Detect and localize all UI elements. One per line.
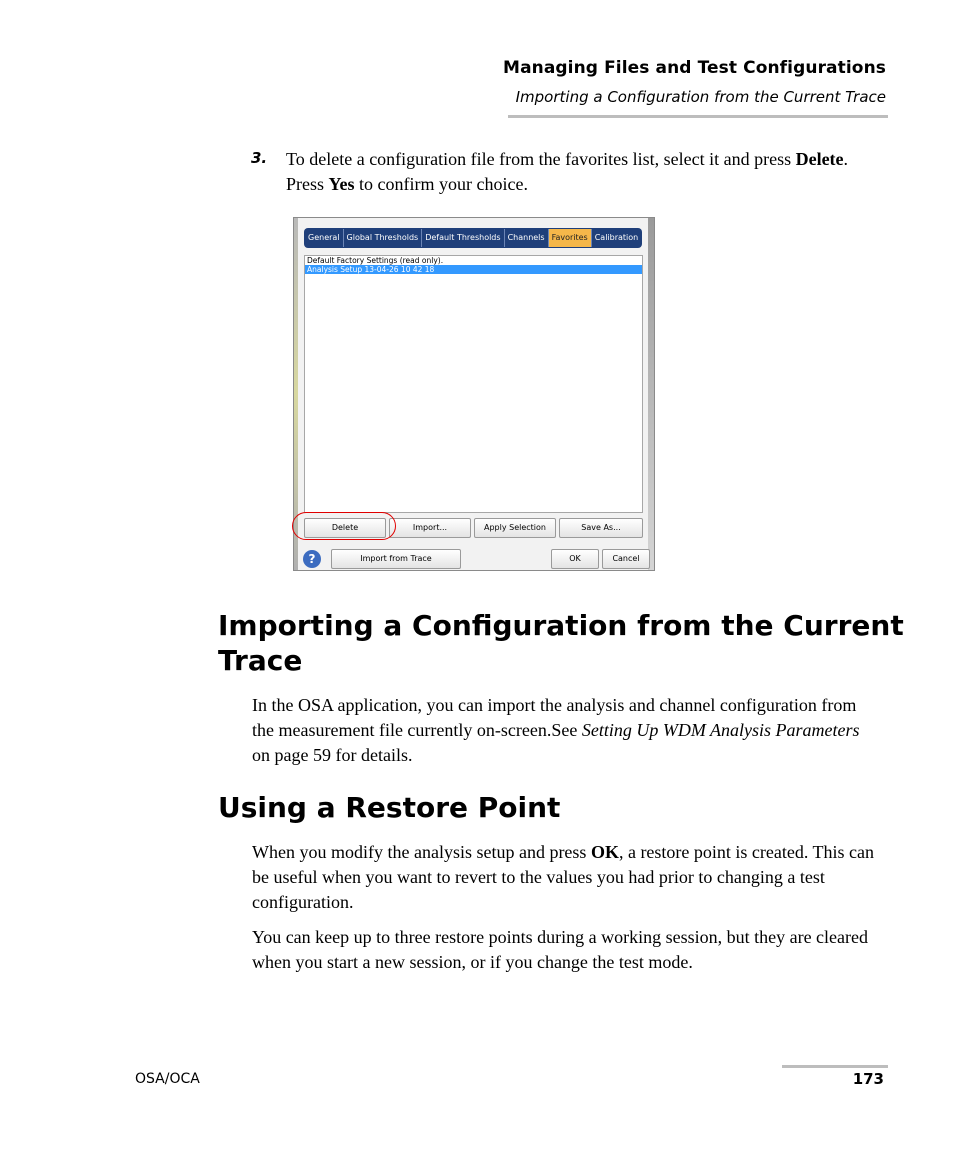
- step-number: 3.: [251, 149, 268, 167]
- cross-reference-link[interactable]: Setting Up WDM Analysis Parameters: [581, 720, 860, 740]
- section-import-paragraph: In the OSA application, you can import the analysis and channel configuration from the measurement file currently on-screen.See Setting Up WDM Analysis Parameters on page 59 for details.: [252, 695, 860, 765]
- header-rule: [508, 115, 888, 118]
- section-heading-restore: Using a Restore Point: [218, 791, 561, 824]
- step-text: To delete a configuration file from the favorites list, select it and press Delete. Press Yes to confirm your choice.: [286, 149, 849, 194]
- restore-paragraph-1: When you modify the analysis setup and press OK, a restore point is created. This can be useful when you want to revert to the values you had prior to changing a test configuration.: [252, 842, 875, 912]
- footer-rule: [782, 1065, 888, 1068]
- delete-highlight-ring: [292, 512, 396, 540]
- running-header-title: Managing Files and Test Configurations: [503, 58, 886, 78]
- save-as-button[interactable]: Save As...: [559, 518, 643, 538]
- delete-button[interactable]: Delete: [304, 518, 386, 538]
- footer-product: OSA/OCA: [135, 1071, 200, 1087]
- tab-default-thresholds[interactable]: Default Thresholds: [422, 229, 504, 247]
- apply-selection-button[interactable]: Apply Selection: [474, 518, 556, 538]
- page-number: 173: [852, 1070, 884, 1088]
- favorites-list[interactable]: [304, 255, 643, 513]
- cancel-button[interactable]: Cancel: [602, 549, 650, 569]
- window-right-edge: [648, 218, 654, 570]
- section-heading-import: Importing a Configuration from the Current Trace: [218, 609, 904, 677]
- ok-button[interactable]: OK: [551, 549, 599, 569]
- list-item[interactable]: Default Factory Settings (read only).: [307, 256, 444, 265]
- import-button[interactable]: Import...: [389, 518, 471, 538]
- tab-general[interactable]: General: [305, 229, 344, 247]
- tab-calibration[interactable]: Calibration: [594, 233, 639, 242]
- import-from-trace-button[interactable]: Import from Trace: [331, 549, 461, 569]
- tab-favorites[interactable]: Favorites: [549, 229, 592, 247]
- running-header-subtitle: Importing a Configuration from the Current Trace: [515, 88, 886, 106]
- list-item-selected[interactable]: Analysis Setup 13-04-26 10 42 18: [305, 265, 642, 274]
- tab-channels[interactable]: Channels: [505, 229, 549, 247]
- tab-global-thresholds[interactable]: Global Thresholds: [344, 229, 423, 247]
- restore-paragraph-2: You can keep up to three restore points during a working session, but they are cleared when you start a new session, or if you change the test mode.: [252, 927, 869, 972]
- tab-bar: [304, 228, 642, 248]
- help-icon[interactable]: ?: [303, 550, 321, 568]
